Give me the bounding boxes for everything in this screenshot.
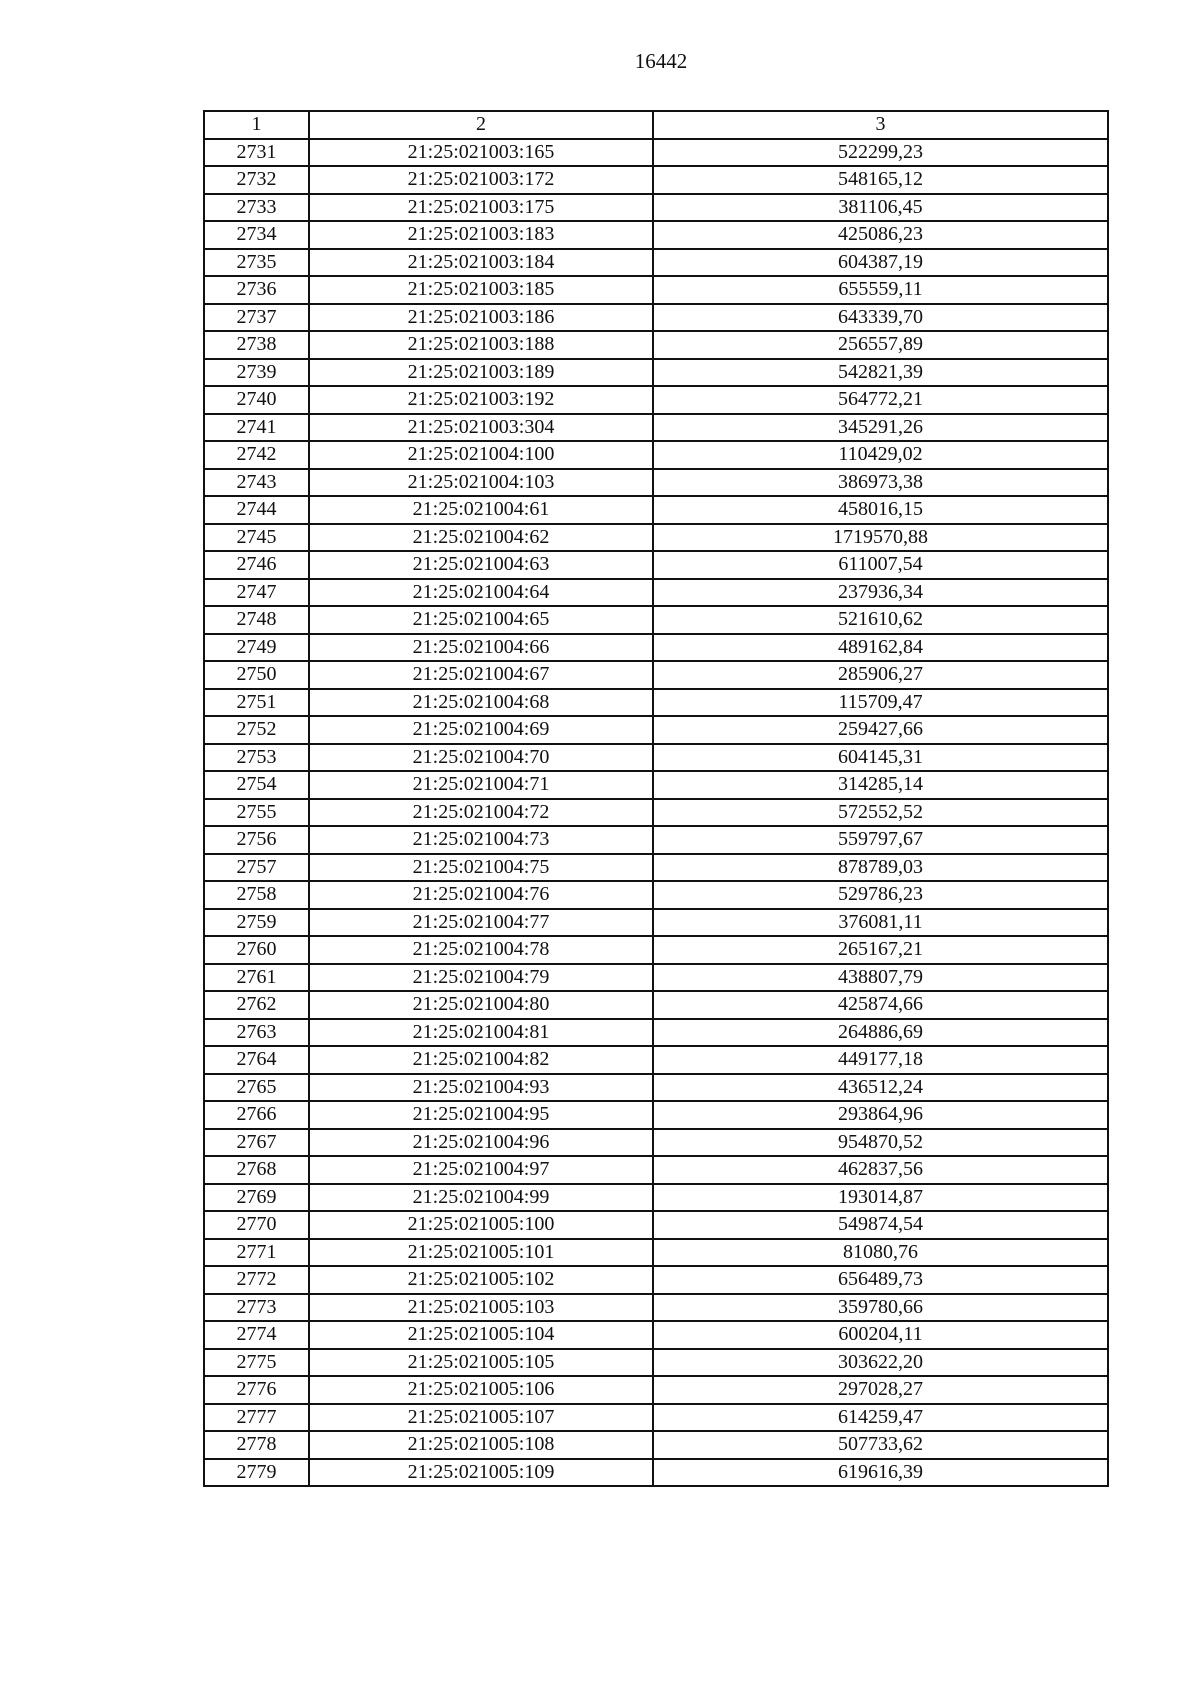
row-number-cell: 2778 (204, 1431, 309, 1459)
row-number-cell: 2759 (204, 909, 309, 937)
table-row (204, 1266, 1108, 1294)
table-row (204, 689, 1108, 717)
row-number-cell: 2744 (204, 496, 309, 524)
table-row (204, 524, 1108, 552)
row-number-cell: 2746 (204, 551, 309, 579)
cadastral-number-cell: 21:25:021004:96 (309, 1129, 653, 1157)
row-number-cell: 2742 (204, 441, 309, 469)
cadastral-number-cell: 21:25:021004:70 (309, 744, 653, 772)
table-row (204, 1184, 1108, 1212)
table-row (204, 826, 1108, 854)
value-cell: 285906,27 (653, 661, 1108, 689)
value-cell: 345291,26 (653, 414, 1108, 442)
cadastral-number-cell: 21:25:021004:64 (309, 579, 653, 607)
row-number-cell: 2755 (204, 799, 309, 827)
cadastral-number-cell: 21:25:021003:165 (309, 139, 653, 167)
cadastral-number-cell: 21:25:021005:103 (309, 1294, 653, 1322)
cadastral-number-cell: 21:25:021004:68 (309, 689, 653, 717)
value-cell: 878789,03 (653, 854, 1108, 882)
cadastral-number-cell: 21:25:021004:71 (309, 771, 653, 799)
cadastral-number-cell: 21:25:021004:61 (309, 496, 653, 524)
row-number-cell: 2733 (204, 194, 309, 222)
value-cell: 548165,12 (653, 166, 1108, 194)
cadastral-number-cell: 21:25:021004:97 (309, 1156, 653, 1184)
table-row (204, 1046, 1108, 1074)
table-row (204, 1321, 1108, 1349)
row-number-cell: 2771 (204, 1239, 309, 1267)
table-row (204, 1404, 1108, 1432)
value-cell: 449177,18 (653, 1046, 1108, 1074)
value-cell: 1719570,88 (653, 524, 1108, 552)
value-cell: 600204,11 (653, 1321, 1108, 1349)
row-number-cell: 2750 (204, 661, 309, 689)
cadastral-number-cell: 21:25:021005:102 (309, 1266, 653, 1294)
row-number-cell: 2739 (204, 359, 309, 387)
cadastral-number-cell: 21:25:021003:304 (309, 414, 653, 442)
table-row (204, 799, 1108, 827)
cadastral-number-cell: 21:25:021004:65 (309, 606, 653, 634)
cadastral-number-cell: 21:25:021004:67 (309, 661, 653, 689)
value-cell: 386973,38 (653, 469, 1108, 497)
table-row (204, 1019, 1108, 1047)
value-cell: 303622,20 (653, 1349, 1108, 1377)
cadastral-number-cell: 21:25:021005:108 (309, 1431, 653, 1459)
value-cell: 655559,11 (653, 276, 1108, 304)
table-row (204, 744, 1108, 772)
row-number-cell: 2766 (204, 1101, 309, 1129)
page-number: 16442 (634, 49, 688, 73)
row-number-cell: 2748 (204, 606, 309, 634)
cadastral-number-cell: 21:25:021004:103 (309, 469, 653, 497)
cadastral-number-cell: 21:25:021004:77 (309, 909, 653, 937)
value-cell: 293864,96 (653, 1101, 1108, 1129)
cadastral-number-cell: 21:25:021003:172 (309, 166, 653, 194)
table-row (204, 661, 1108, 689)
cadastral-number-cell: 21:25:021004:80 (309, 991, 653, 1019)
row-number-cell: 2732 (204, 166, 309, 194)
cadastral-number-cell: 21:25:021004:63 (309, 551, 653, 579)
cadastral-number-cell: 21:25:021005:101 (309, 1239, 653, 1267)
value-cell: 522299,23 (653, 139, 1108, 167)
value-cell: 458016,15 (653, 496, 1108, 524)
cadastral-number-cell: 21:25:021003:184 (309, 249, 653, 277)
table-row (204, 854, 1108, 882)
value-cell: 564772,21 (653, 386, 1108, 414)
cadastral-number-cell: 21:25:021004:95 (309, 1101, 653, 1129)
table-row (204, 1376, 1108, 1404)
row-number-cell: 2777 (204, 1404, 309, 1432)
cadastral-number-cell: 21:25:021003:185 (309, 276, 653, 304)
cadastral-number-cell: 21:25:021004:79 (309, 964, 653, 992)
row-number-cell: 2758 (204, 881, 309, 909)
row-number-cell: 2745 (204, 524, 309, 552)
value-cell: 359780,66 (653, 1294, 1108, 1322)
table-row (204, 139, 1108, 167)
row-number-cell: 2776 (204, 1376, 309, 1404)
table-row (204, 579, 1108, 607)
cadastral-number-cell: 21:25:021003:183 (309, 221, 653, 249)
value-cell: 193014,87 (653, 1184, 1108, 1212)
cadastral-number-cell: 21:25:021005:105 (309, 1349, 653, 1377)
cadastral-number-cell: 21:25:021003:188 (309, 331, 653, 359)
row-number-cell: 2775 (204, 1349, 309, 1377)
table-row (204, 716, 1108, 744)
cadastral-number-cell: 21:25:021004:82 (309, 1046, 653, 1074)
value-cell: 425086,23 (653, 221, 1108, 249)
row-number-cell: 2754 (204, 771, 309, 799)
table-row (204, 936, 1108, 964)
value-cell: 297028,27 (653, 1376, 1108, 1404)
value-cell: 264886,69 (653, 1019, 1108, 1047)
row-number-cell: 2753 (204, 744, 309, 772)
value-cell: 256557,89 (653, 331, 1108, 359)
row-number-cell: 2751 (204, 689, 309, 717)
row-number-cell: 2774 (204, 1321, 309, 1349)
row-number-cell: 2770 (204, 1211, 309, 1239)
header-cell-3: 3 (653, 111, 1108, 139)
cadastral-number-cell: 21:25:021004:72 (309, 799, 653, 827)
cadastral-number-cell: 21:25:021005:107 (309, 1404, 653, 1432)
cadastral-number-cell: 21:25:021004:66 (309, 634, 653, 662)
table-row (204, 469, 1108, 497)
table-row (204, 359, 1108, 387)
table-row (204, 194, 1108, 222)
value-cell: 462837,56 (653, 1156, 1108, 1184)
value-cell: 611007,54 (653, 551, 1108, 579)
value-cell: 259427,66 (653, 716, 1108, 744)
value-cell: 614259,47 (653, 1404, 1108, 1432)
cadastral-number-cell: 21:25:021004:100 (309, 441, 653, 469)
cadastral-number-cell: 21:25:021003:189 (309, 359, 653, 387)
value-cell: 376081,11 (653, 909, 1108, 937)
value-cell: 542821,39 (653, 359, 1108, 387)
value-cell: 265167,21 (653, 936, 1108, 964)
value-cell: 643339,70 (653, 304, 1108, 332)
row-number-cell: 2747 (204, 579, 309, 607)
row-number-cell: 2741 (204, 414, 309, 442)
value-cell: 381106,45 (653, 194, 1108, 222)
row-number-cell: 2752 (204, 716, 309, 744)
cadastral-number-cell: 21:25:021004:99 (309, 1184, 653, 1212)
cadastral-number-cell: 21:25:021003:192 (309, 386, 653, 414)
value-cell: 572552,52 (653, 799, 1108, 827)
table-body (204, 139, 1108, 1487)
value-cell: 559797,67 (653, 826, 1108, 854)
row-number-cell: 2736 (204, 276, 309, 304)
value-cell: 425874,66 (653, 991, 1108, 1019)
cadastral-number-cell: 21:25:021004:73 (309, 826, 653, 854)
table-row (204, 991, 1108, 1019)
row-number-cell: 2767 (204, 1129, 309, 1157)
value-cell: 656489,73 (653, 1266, 1108, 1294)
table-row (204, 964, 1108, 992)
table-row (204, 249, 1108, 277)
table-row (204, 276, 1108, 304)
table-row (204, 1459, 1108, 1487)
cadastral-number-cell: 21:25:021005:100 (309, 1211, 653, 1239)
value-cell: 438807,79 (653, 964, 1108, 992)
row-number-cell: 2764 (204, 1046, 309, 1074)
cadastral-number-cell: 21:25:021004:81 (309, 1019, 653, 1047)
header-cell-2: 2 (309, 111, 653, 139)
row-number-cell: 2760 (204, 936, 309, 964)
value-cell: 954870,52 (653, 1129, 1108, 1157)
value-cell: 604387,19 (653, 249, 1108, 277)
table-row (204, 606, 1108, 634)
value-cell: 237936,34 (653, 579, 1108, 607)
cadastral-number-cell: 21:25:021004:75 (309, 854, 653, 882)
value-cell: 619616,39 (653, 1459, 1108, 1487)
cadastral-number-cell: 21:25:021003:175 (309, 194, 653, 222)
value-cell: 314285,14 (653, 771, 1108, 799)
row-number-cell: 2772 (204, 1266, 309, 1294)
row-number-cell: 2734 (204, 221, 309, 249)
row-number-cell: 2738 (204, 331, 309, 359)
table-row (204, 1101, 1108, 1129)
value-cell: 529786,23 (653, 881, 1108, 909)
cadastral-number-cell: 21:25:021003:186 (309, 304, 653, 332)
cadastral-number-cell: 21:25:021004:69 (309, 716, 653, 744)
cadastral-number-cell: 21:25:021005:109 (309, 1459, 653, 1487)
table-row (204, 771, 1108, 799)
table-row (204, 221, 1108, 249)
table-row (204, 1349, 1108, 1377)
row-number-cell: 2740 (204, 386, 309, 414)
table-row (204, 1156, 1108, 1184)
value-cell: 489162,84 (653, 634, 1108, 662)
value-cell: 115709,47 (653, 689, 1108, 717)
row-number-cell: 2756 (204, 826, 309, 854)
table-row (204, 331, 1108, 359)
row-number-cell: 2743 (204, 469, 309, 497)
table-row (204, 1431, 1108, 1459)
row-number-cell: 2763 (204, 1019, 309, 1047)
header-cell-1: 1 (204, 111, 309, 139)
value-cell: 604145,31 (653, 744, 1108, 772)
header-row (204, 111, 1108, 139)
table-row (204, 881, 1108, 909)
table-row (204, 386, 1108, 414)
row-number-cell: 2737 (204, 304, 309, 332)
row-number-cell: 2765 (204, 1074, 309, 1102)
row-number-cell: 2761 (204, 964, 309, 992)
table-row (204, 414, 1108, 442)
row-number-cell: 2757 (204, 854, 309, 882)
table-row (204, 441, 1108, 469)
table-row (204, 1211, 1108, 1239)
value-cell: 521610,62 (653, 606, 1108, 634)
row-number-cell: 2731 (204, 139, 309, 167)
cadastral-number-cell: 21:25:021004:93 (309, 1074, 653, 1102)
table-row (204, 909, 1108, 937)
row-number-cell: 2769 (204, 1184, 309, 1212)
value-cell: 549874,54 (653, 1211, 1108, 1239)
table-row (204, 551, 1108, 579)
table-row (204, 1074, 1108, 1102)
row-number-cell: 2762 (204, 991, 309, 1019)
table-row (204, 1239, 1108, 1267)
cadastral-number-cell: 21:25:021005:104 (309, 1321, 653, 1349)
table-row (204, 1129, 1108, 1157)
table-row (204, 496, 1108, 524)
table-row (204, 166, 1108, 194)
value-cell: 507733,62 (653, 1431, 1108, 1459)
row-number-cell: 2749 (204, 634, 309, 662)
value-cell: 81080,76 (653, 1239, 1108, 1267)
row-number-cell: 2773 (204, 1294, 309, 1322)
cadastral-number-cell: 21:25:021005:106 (309, 1376, 653, 1404)
table-row (204, 634, 1108, 662)
value-cell: 436512,24 (653, 1074, 1108, 1102)
row-number-cell: 2735 (204, 249, 309, 277)
table-row (204, 304, 1108, 332)
cadastral-number-cell: 21:25:021004:78 (309, 936, 653, 964)
cadastral-number-cell: 21:25:021004:76 (309, 881, 653, 909)
value-cell: 110429,02 (653, 441, 1108, 469)
cadastral-number-cell: 21:25:021004:62 (309, 524, 653, 552)
row-number-cell: 2768 (204, 1156, 309, 1184)
data-table (203, 110, 1109, 1487)
row-number-cell: 2779 (204, 1459, 309, 1487)
table-row (204, 1294, 1108, 1322)
table-header (204, 111, 1108, 139)
